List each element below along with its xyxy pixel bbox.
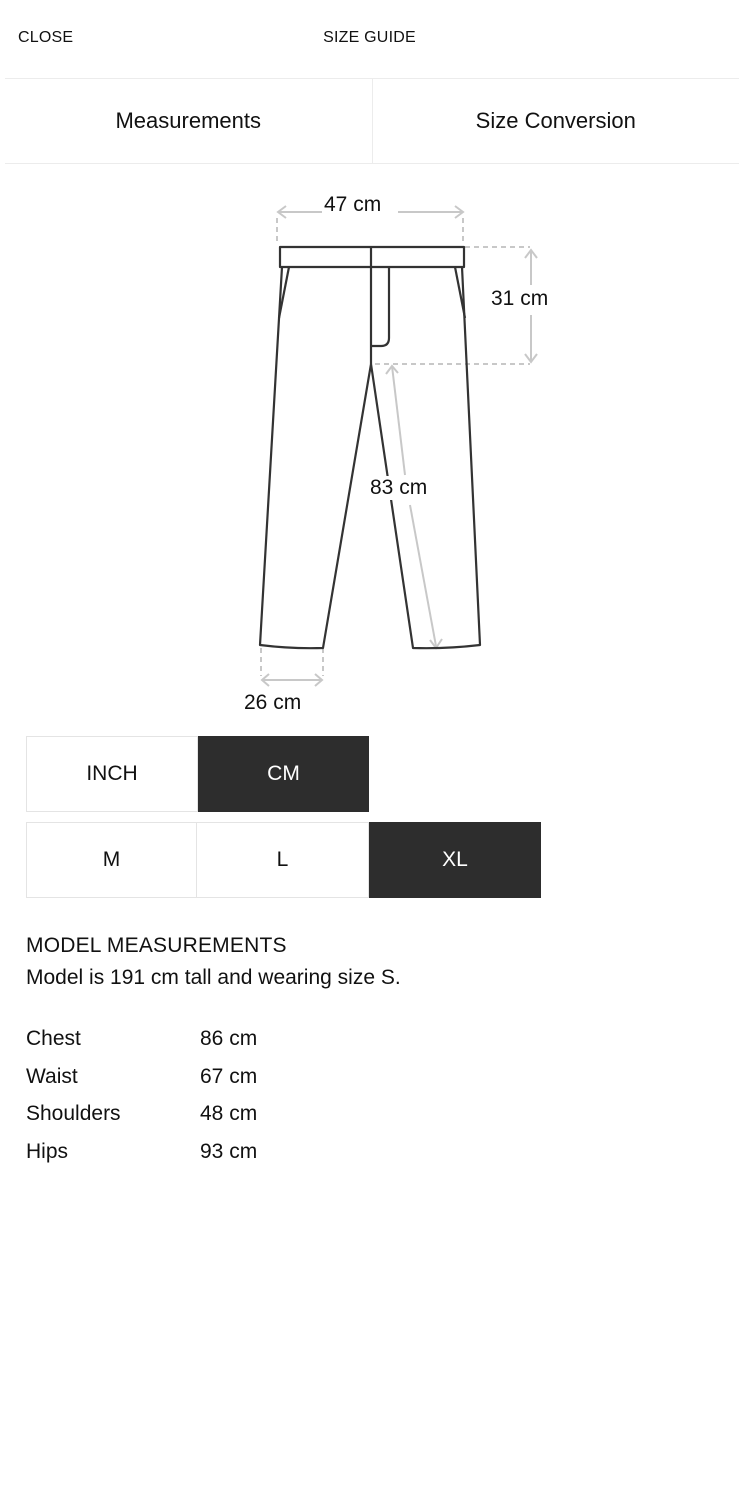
- table-row: [26, 1102, 257, 1140]
- tab-size-conversion[interactable]: Size Conversion: [372, 79, 739, 163]
- size-l-button[interactable]: L: [197, 822, 369, 898]
- inseam-measurement: 83 cm: [370, 476, 428, 499]
- row-value: 48 cm: [200, 1102, 258, 1125]
- tab-bar: [5, 78, 739, 164]
- size-selector: [26, 822, 541, 898]
- unit-inch-button[interactable]: INCH: [26, 736, 198, 812]
- model-heading: MODEL MEASUREMENTS: [26, 934, 287, 957]
- size-xl-button[interactable]: XL: [369, 822, 541, 898]
- model-measurements: [26, 934, 401, 990]
- header: [0, 0, 739, 78]
- unit-selector: [26, 736, 369, 812]
- unit-cm-button[interactable]: CM: [198, 736, 369, 812]
- row-label: Chest: [26, 1027, 81, 1050]
- row-value: 67 cm: [200, 1064, 258, 1088]
- model-measurements-table: [26, 1027, 257, 1177]
- row-label: Waist: [26, 1064, 78, 1088]
- table-row: [26, 1140, 257, 1178]
- page-title: SIZE GUIDE: [323, 29, 416, 46]
- pants-outline-icon: [0, 162, 739, 722]
- size-m-button[interactable]: M: [26, 822, 197, 898]
- waist-measurement: 47 cm: [324, 193, 382, 216]
- tab-measurements[interactable]: Measurements: [115, 108, 261, 133]
- model-description: Model is 191 cm tall and wearing size S.: [26, 966, 401, 989]
- row-value: 93 cm: [200, 1139, 258, 1163]
- table-row: [26, 1065, 257, 1103]
- rise-measurement: 31 cm: [491, 287, 549, 310]
- close-button[interactable]: CLOSE: [18, 29, 74, 46]
- row-value: 86 cm: [200, 1027, 258, 1050]
- pants-diagram: [0, 162, 739, 722]
- row-label: Shoulders: [26, 1102, 121, 1125]
- table-row: [26, 1027, 257, 1065]
- row-label: Hips: [26, 1139, 69, 1163]
- leg-opening-measurement: 26 cm: [244, 691, 302, 714]
